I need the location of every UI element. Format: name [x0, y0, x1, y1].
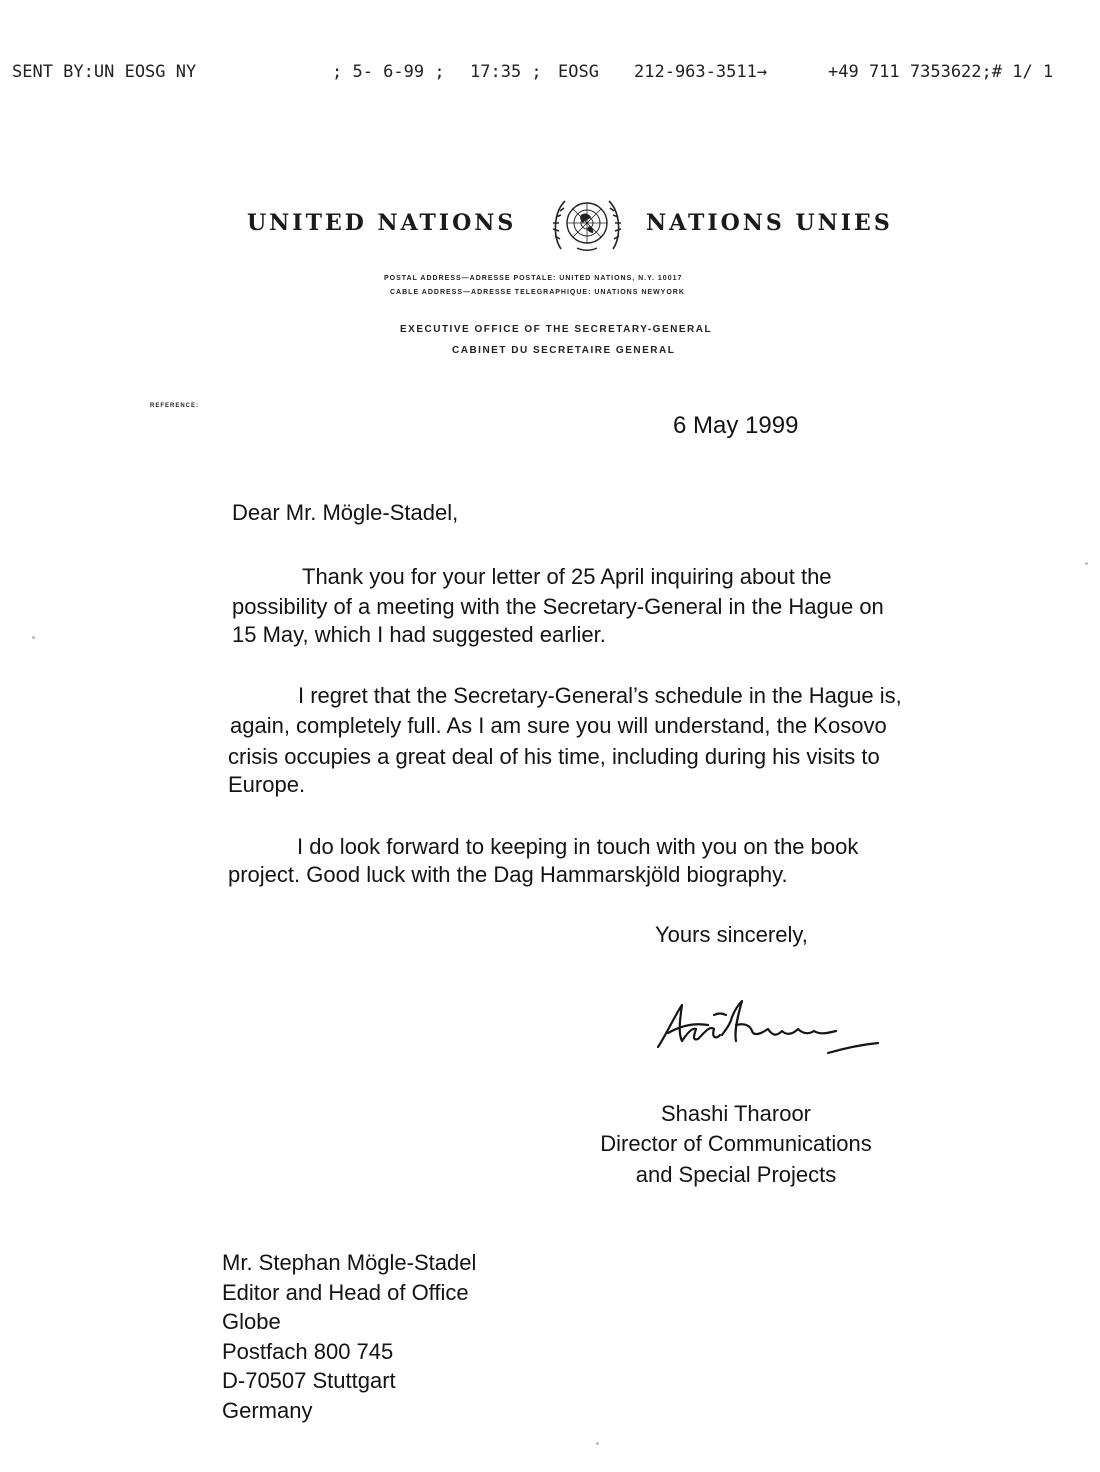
fax-from-number: 212-963-3511→: [634, 62, 768, 82]
letterhead-name-en: UNITED NATIONS: [247, 210, 517, 236]
letterhead-office-en: EXECUTIVE OFFICE OF THE SECRETARY-GENERAL: [400, 324, 713, 335]
signatory-title: Director of Communications: [600, 1131, 872, 1156]
signatory-title: and Special Projects: [635, 1162, 837, 1187]
recipient-address: [222, 1248, 476, 1425]
address-line: Postfach 800 745: [222, 1338, 394, 1364]
scan-speck: [596, 1442, 599, 1445]
fax-sent-by: SENT BY:UN EOSG NY: [12, 62, 197, 82]
paragraph-line: Thank you for your letter of 25 April inquiring about the: [302, 564, 832, 589]
closing: Yours sincerely,: [655, 922, 808, 947]
address-line: Globe: [222, 1309, 281, 1334]
paragraph-line: possibility of a meeting with the Secretary-General in the Hague on: [232, 594, 884, 619]
paragraph-line: project. Good luck with the Dag Hammarskjöld biography.: [228, 862, 788, 887]
letterhead-postal-address: POSTAL ADDRESS—ADRESSE POSTALE: UNITED NATIONS, N.Y. 10017: [384, 275, 683, 282]
paragraph-line: I do look forward to keeping in touch with you on the book: [297, 834, 859, 859]
scan-speck: [32, 636, 35, 639]
reference-label: REFERENCE:: [150, 403, 200, 409]
fax-date: ; 5- 6-99 ;: [332, 62, 445, 82]
address-line: Mr. Stephan Mögle-Stadel: [222, 1250, 477, 1275]
fax-time: 17:35 ;: [470, 62, 542, 82]
fax-to-number: +49 711 7353622;# 1/ 1: [828, 62, 1054, 82]
letterhead-office-fr: CABINET DU SECRETAIRE GENERAL: [452, 345, 676, 356]
letterhead-name-fr: NATIONS UNIES: [646, 210, 893, 236]
address-line: Editor and Head of Office: [222, 1279, 469, 1305]
letter-date: 6 May 1999: [673, 412, 799, 439]
paragraph-line: Europe.: [228, 772, 306, 797]
scan-speck: [1085, 562, 1088, 565]
paragraph-line: I regret that the Secretary-General’s schedule in the Hague is,: [298, 683, 902, 708]
letterhead-cable-address: CABLE ADDRESS—ADRESSE TELEGRAPHIQUE: UNATIONS NEWYORK: [390, 289, 685, 296]
salutation: Dear Mr. Mögle-Stadel,: [232, 500, 459, 525]
paragraph-line: crisis occupies a great deal of his time, including during his visits to: [228, 744, 880, 769]
fax-station: EOSG: [558, 62, 599, 82]
address-line: Germany: [222, 1397, 313, 1423]
paragraph-line: again, completely full. As I am sure you will understand, the Kosovo: [230, 713, 887, 738]
handwritten-signature: [652, 995, 892, 1065]
signatory-name: Shashi Tharoor: [660, 1101, 811, 1126]
paragraph-line: 15 May, which I had suggested earlier.: [232, 622, 606, 647]
un-emblem-icon: [551, 193, 623, 255]
address-line: D-70507 Stuttgart: [222, 1368, 396, 1393]
